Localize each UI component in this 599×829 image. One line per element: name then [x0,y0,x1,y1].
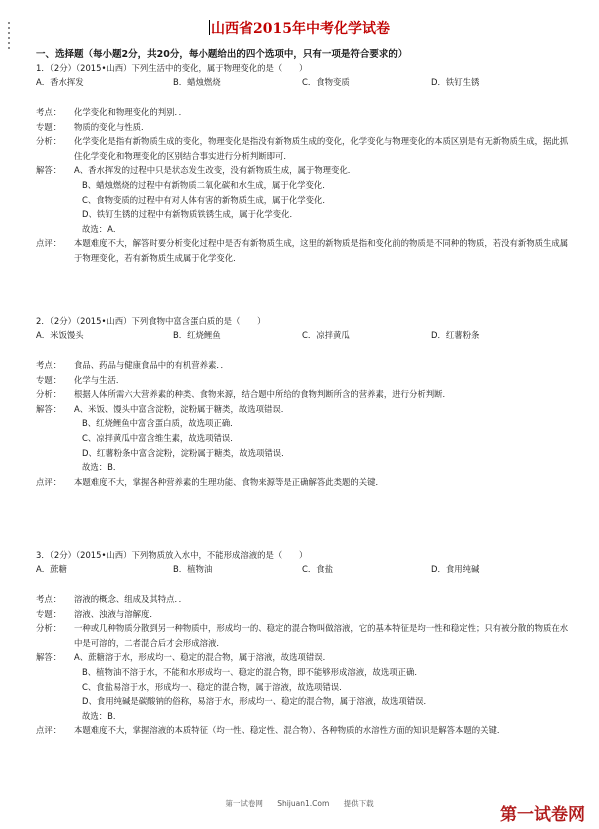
fenxi-label: 分析： [36,389,62,400]
jieda-row [36,402,576,417]
kaodian-row [36,358,576,373]
brand-logo: 第一试卷网 [500,805,585,825]
zhuanti-text: 化学与生活． [74,374,125,385]
question-block [36,61,576,266]
option-d: D．红薯粉条 [431,330,480,340]
question-stem: 1．（2分）（2015•山西）下列生活中的变化，属于物理变化的是（ ） [36,63,308,73]
footer-left-text: 第一试卷网 [225,799,263,808]
option-b: B．红烧鲤鱼 [173,330,221,340]
option-c: C．食盐 [302,564,333,574]
jieda-label: 解答： [36,652,62,663]
option-b: B．蜡烛燃烧 [173,77,221,87]
title-text: 山西省2015年中考化学试卷 [211,21,390,37]
dianping-text: 本题难度不大，掌握各种营养素的生理功能、食物来源等是正确解答此类题的关键． [74,476,384,487]
answer-line: 故选：B． [82,710,122,721]
dianping-text: 本题难度不大，掌握溶液的本质特征（均一性、稳定性、混合物）、各种物质的水溶性方面的知识是解答本题的关键． [74,725,506,736]
question-options [36,75,576,89]
question-options [36,562,576,576]
footer-right-text: 提供下载 [343,799,374,808]
document-title [0,18,599,38]
fenxi-row [36,621,576,650]
dianping-label: 点评： [36,725,62,736]
jieda-line: D、食用纯碱是碳酸钠的俗称，易溶于水，形成均一、稳定的混合物，属于溶液，故选项错误． [82,696,432,707]
kaodian-label: 考点： [36,107,62,117]
answer-line: 故选：A． [82,223,122,234]
zhuanti-label: 专题： [36,374,62,385]
zhuanti-label: 专题： [36,121,62,132]
jieda-label: 解答： [36,165,62,176]
dianping-label: 点评： [36,476,62,487]
jieda-line: D、铁钉生锈的过程中有新物质铁锈生成，属于化学变化． [82,209,298,220]
jieda-line: C、食盐易溶于水，形成均一、稳定的混合物，属于溶液，故选项错误． [82,681,348,692]
kaodian-label: 考点： [36,594,62,604]
question-block [36,548,576,738]
option-c: C．食物变质 [302,77,350,87]
option-c: C．凉拌黄瓜 [302,330,350,340]
question-block [36,314,576,489]
zhuanti-row [36,120,576,135]
question-options [36,328,576,342]
jieda-label: 解答： [36,403,62,414]
kaodian-text: 化学变化和物理变化的判别．． [74,107,188,117]
option-a: A．米饭馒头 [36,330,84,340]
question-stem: 2．（2分）（2015•山西）下列食物中富含蛋白质的是（ ） [36,316,266,326]
fenxi-text: 一种或几种物质分散到另一种物质中，形成均一的、稳定的混合物叫做溶液，它的基本特征是均一性和稳定性；只有被分散的物质在水中是可溶的，二者混合后才会形成溶液． [74,623,569,648]
jieda-line: C、凉拌黄瓜中富含维生素，故选项错误． [82,432,239,443]
text-cursor-icon [209,20,210,35]
kaodian-text: 食品、药品与健康食品中的有机营养素．． [74,360,229,370]
section-heading: 一、选择题（每小题2分，共20分，每小题给出的四个选项中，只有一项是符合要求的） [36,49,408,60]
footer-site-text: Shijuan1.Com [277,799,330,808]
fenxi-row [36,134,576,163]
zhuanti-text: 溶液、浊液与溶解度． [74,608,158,619]
fenxi-row [36,387,576,402]
option-b: B．植物油 [173,564,213,574]
kaodian-row [36,105,576,120]
option-a: A．香水挥发 [36,77,84,87]
zhuanti-text: 物质的变化与性质． [74,121,150,132]
fenxi-label: 分析： [36,623,62,634]
question-stem: 3．（2分）（2015•山西）下列物质放入水中，不能形成溶液的是（ ） [36,550,308,560]
option-d: D．食用纯碱 [431,564,480,574]
dianping-row [36,475,576,490]
jieda-line: B、植物油不溶于水，不能和水形成均一、稳定的混合物，即不能够形成溶液，故选项正确． [82,666,423,677]
jieda-line: A、香水挥发的过程中只是状态发生改变，没有新物质生成，属于物理变化． [74,165,357,176]
dianping-label: 点评： [36,238,62,249]
jieda-line: B、红烧鲤鱼中富含蛋白质，故选项正确． [82,418,239,429]
option-d: D．铁钉生锈 [431,77,480,87]
jieda-line: B、蜡烛燃烧的过程中有新物质二氧化碳和水生成，属于化学变化． [82,179,331,190]
fenxi-text: 化学变化是指有新物质生成的变化，物理变化是指没有新物质生成的变化，化学变化与物理变化的本质区别是有无新物质生成，据此抓住化学变化和物理变化的区别结合事实进行分析判断即可． [74,136,569,161]
answer-line: 故选：B． [82,462,122,473]
dianping-text: 本题难度不大，解答时要分析变化过程中是否有新物质生成，这里的新物质是指和变化前的物质是不同种的物质，若没有新物质生成属于物理变化，若有新物质生成属于化学变化． [74,238,569,263]
jieda-line: D、红薯粉条中富含淀粉，淀粉属于糖类，故选项错误． [82,447,290,458]
option-a: A．蔗糖 [36,564,67,574]
kaodian-text: 溶液的概念、组成及其特点．． [74,594,188,604]
fenxi-label: 分析： [36,136,62,147]
jieda-line: A、米饭、馒头中富含淀粉，淀粉属于糖类，故选项错误． [74,403,290,414]
kaodian-label: 考点： [36,360,62,370]
fenxi-text: 根据人体所需六大营养素的种类、食物来源，结合题中所给的食物判断所含的营养素，进行分析判断． [74,389,451,400]
kaodian-row [36,592,576,607]
jieda-row [36,163,576,178]
jieda-row [36,650,576,665]
dianping-row [36,723,576,738]
jieda-line: C、食物变质的过程中有对人体有害的新物质生成，属于化学变化． [82,194,331,205]
jieda-line: A、蔗糖溶于水，形成均一、稳定的混合物，属于溶液，故选项错误． [74,652,331,663]
zhuanti-label: 专题： [36,608,62,619]
zhuanti-row [36,373,576,388]
zhuanti-row [36,607,576,622]
dianping-row [36,236,576,265]
